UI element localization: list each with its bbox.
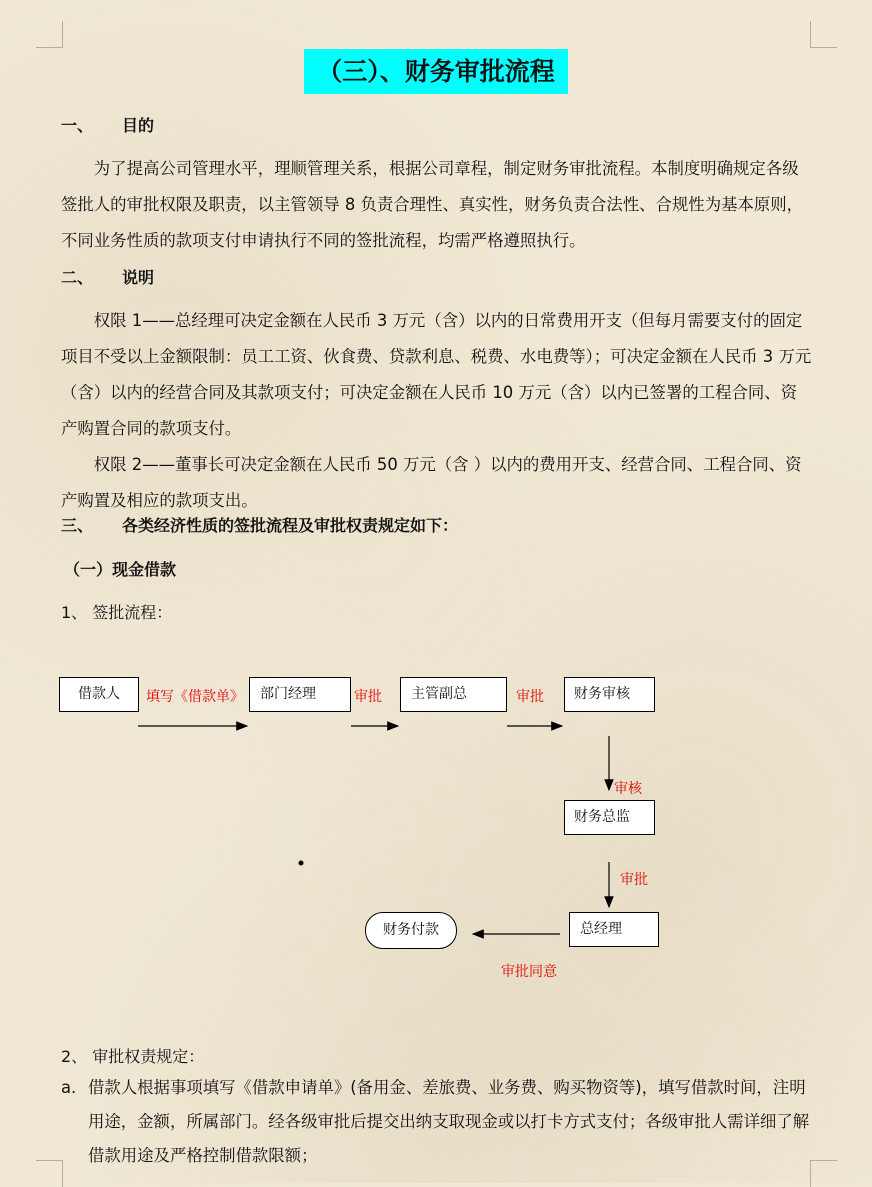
rules-title: 2、 审批权责规定： bbox=[61, 1047, 205, 1066]
node-borrower: 借款人 bbox=[59, 677, 139, 712]
section-label: 各类经济性质的签批流程及审批权责规定如下： bbox=[122, 516, 459, 535]
rule-item bbox=[61, 1071, 821, 1173]
node-dept-manager: 部门经理 bbox=[249, 677, 351, 712]
node-finance-review: 财务审核 bbox=[564, 677, 655, 712]
section-number: 二、 bbox=[61, 268, 94, 287]
node-payment: 财务付款 bbox=[365, 912, 457, 949]
rule-text: 借款人根据事项填写《借款申请单》(备用金、差旅费、业务费、购买物资等)，填写借款时间，注明用途，金额，所属部门。经各级审批后提交出纳支取现金或以打卡方式支付；各级审批人需详细了解借款用途及严格控制借款限额； bbox=[88, 1078, 810, 1165]
section-label: 目的 bbox=[122, 116, 155, 135]
label-approve: 审批 bbox=[620, 872, 648, 888]
label-approve: 审批 bbox=[354, 689, 382, 705]
stray-dot bbox=[299, 861, 304, 866]
subsection-title: （一）现金借款 bbox=[64, 560, 177, 579]
node-general-manager: 总经理 bbox=[569, 912, 659, 947]
section-label: 说明 bbox=[122, 268, 155, 287]
permission-2-text: 权限 2——董事长可决定金额在人民币 50 万元（含 ）以内的费用开支、经营合同、工程合同、资产购置及相应的款项支出。 bbox=[61, 455, 802, 510]
permission-1-text: 权限 1——总经理可决定金额在人民币 3 万元（含）以内的日常费用开支（但每月需要支付的固定项目不受以上金额限制：员工工资、伙食费、贷款利息、税费、水电费等）；可决定金额在人民币 3 万元（含）以内的经营合同及其款项支付；可决定金额在人民币 10 万元（含）以内已签署的工程合同、资产购置合同的款项支付。 bbox=[61, 311, 812, 438]
label-fill-form: 填写《借款单》 bbox=[146, 689, 244, 705]
node-finance-director: 财务总监 bbox=[564, 800, 655, 835]
label-check: 审核 bbox=[614, 781, 642, 797]
purpose-text: 为了提高公司管理水平，理顺管理关系，根据公司章程，制定财务审批流程。本制度明确规定各级签批人的审批权限及职责，以主管领导 8 负责合理性、真实性，财务负责合法性、合规性为基本原则，不同业务性质的款项支付申请执行不同的签批流程，均需严格遵照执行。 bbox=[61, 159, 804, 250]
label-approve: 审批 bbox=[516, 689, 544, 705]
section-number: 一、 bbox=[61, 116, 94, 135]
flow-title: 1、 签批流程： bbox=[61, 603, 173, 622]
node-vp: 主管副总 bbox=[400, 677, 507, 712]
rule-marker: a. bbox=[61, 1078, 77, 1097]
page-title: （三）、财务审批流程 bbox=[304, 49, 568, 94]
section-number: 三、 bbox=[61, 516, 94, 535]
label-agree: 审批同意 bbox=[501, 964, 557, 980]
